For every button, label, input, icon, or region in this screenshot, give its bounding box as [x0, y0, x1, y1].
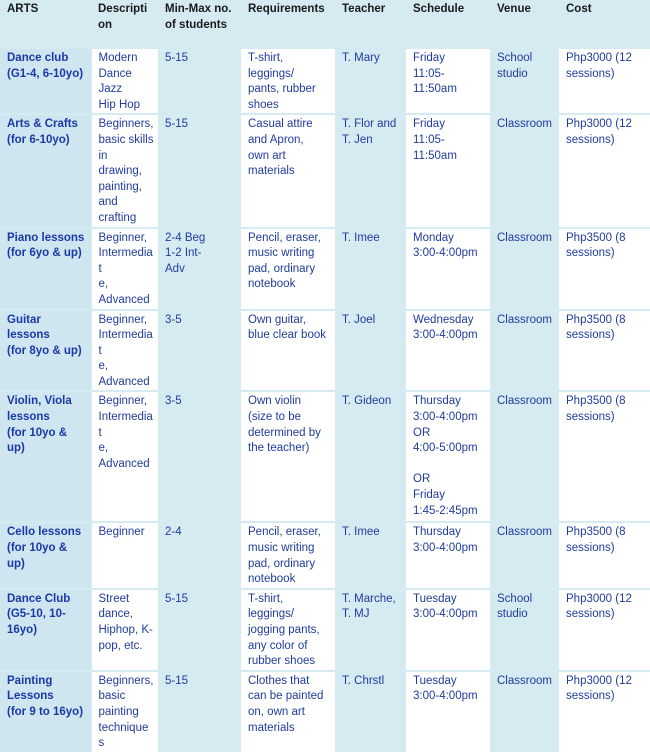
cell-arts: [0, 228, 91, 310]
cell-line: Php3000 (12: [566, 52, 632, 64]
cell-arts: [0, 671, 91, 752]
cell-line: studio: [497, 608, 528, 621]
cell-line: Thursday: [413, 395, 461, 408]
cell-line: 11:05-: [413, 133, 445, 146]
cell-arts: [0, 48, 91, 114]
cell-line: basic: [98, 690, 126, 703]
cell-line: (size to be: [248, 411, 302, 424]
cell-students: [158, 671, 241, 752]
cell-line: Jazz: [98, 83, 123, 96]
cell-students: [158, 228, 241, 310]
cell-requirements: [241, 671, 335, 752]
cell-line: (for 10yo &: [7, 542, 68, 555]
cell-line: sessions): [566, 67, 615, 80]
cell-line: Tuesday: [413, 674, 457, 687]
cell-line: Clothes that: [248, 674, 310, 687]
cell-venue: [490, 391, 559, 522]
cell-line: Beginner,: [98, 231, 148, 244]
cell-line: and crafting: [98, 196, 137, 224]
cell-line: OR: [413, 426, 431, 439]
cell-line: 5-15: [165, 118, 189, 131]
cell-line: Tuesday: [413, 592, 457, 605]
cell-teacher: [335, 228, 406, 310]
cell-line: 3:00-4:00pm: [413, 329, 478, 342]
cell-line: rubber shoes: [248, 655, 316, 668]
cell-line: Pencil, eraser,: [248, 526, 321, 539]
cell-line: 3:00-4:00pm: [413, 542, 478, 555]
cell-arts: [0, 522, 91, 588]
cell-venue: [490, 522, 559, 588]
table-row: [0, 310, 650, 392]
header-row: [0, 0, 650, 48]
cell-line: T. Jen: [342, 133, 373, 146]
cell-line: Pencil, eraser,: [248, 231, 321, 244]
cell-requirements: [241, 114, 335, 227]
cell-line: 3:00-4:00pm: [413, 411, 478, 424]
cell-line: pants, rubber: [248, 83, 316, 96]
cell-line: studio: [497, 67, 528, 80]
cell-line: Thursday: [413, 526, 461, 539]
cell-requirements: [241, 228, 335, 310]
cell-schedule: [406, 589, 490, 671]
cell-line: (for 10yo &: [7, 426, 68, 439]
cell-line: leggings/: [248, 608, 295, 621]
cell-line: painting: [98, 706, 139, 718]
cell-line: Friday: [413, 52, 445, 64]
cell-line: Street: [98, 592, 130, 605]
cell-teacher: [335, 589, 406, 671]
cell-line: (for 6-10yo): [7, 133, 70, 146]
cell-line: T. Mary: [342, 52, 380, 64]
cell-teacher: [335, 48, 406, 114]
cell-line: School: [497, 52, 533, 64]
cell-line: 3-5: [165, 313, 182, 326]
cell-line: 3:00-4:00pm: [413, 608, 478, 621]
cell-teacher: [335, 114, 406, 227]
cell-description: [91, 228, 158, 310]
cell-description: [91, 671, 158, 752]
cell-line: Php3500 (8: [566, 231, 626, 244]
cell-line: 3-5: [165, 395, 182, 408]
cell-line: T-shirt,: [248, 52, 284, 64]
cell-schedule: [406, 48, 490, 114]
table-row: [0, 228, 650, 310]
cell-line: Classroom: [497, 526, 552, 539]
table-row: [0, 114, 650, 227]
cell-description: [91, 391, 158, 522]
cell-line: Php3500 (8: [566, 313, 626, 326]
cell-line: (for 8yo & up): [7, 344, 82, 357]
cell-cost: [559, 589, 650, 671]
cell-line: music writing: [248, 247, 315, 260]
cell-line: 1:45-2:45pm: [413, 504, 478, 517]
cell-description: [91, 48, 158, 114]
cell-line: shoes: [248, 98, 279, 111]
cell-line: Monday: [413, 231, 454, 244]
cell-schedule: [406, 391, 490, 522]
header-description: Description: [91, 0, 158, 48]
cell-line: Classroom: [497, 231, 552, 244]
cell-arts: [0, 589, 91, 671]
cell-line: Cello lessons: [7, 526, 82, 539]
cell-line: Arts & Crafts: [7, 118, 78, 131]
cell-description: [91, 522, 158, 588]
cell-line: techniques: [98, 721, 149, 750]
cell-line: 3:00-4:00pm: [413, 690, 478, 703]
cell-cost: [559, 48, 650, 114]
cell-line: Php3000 (12: [566, 118, 632, 131]
cell-line: 16yo): [7, 624, 38, 637]
header-schedule: Schedule: [406, 0, 490, 48]
cell-line: Casual attire: [248, 118, 313, 131]
cell-line: notebook: [248, 573, 296, 586]
cell-line: Piano lessons: [7, 231, 85, 244]
cell-description: [91, 310, 158, 392]
cell-line: Adv: [165, 262, 185, 275]
cell-schedule: [406, 228, 490, 310]
cell-line: Classroom: [497, 118, 552, 131]
cell-line: Beginner,: [98, 395, 148, 408]
cell-line: Beginners,: [98, 674, 154, 687]
cell-line: 11:50am: [413, 83, 457, 96]
cell-description: [91, 114, 158, 227]
cell-line: 4:00-5:00pm: [413, 442, 478, 455]
cell-line: e, Advanced: [98, 360, 150, 388]
cell-description: [91, 589, 158, 671]
cell-requirements: [241, 310, 335, 392]
cell-line: Php3000 (12: [566, 674, 632, 687]
cell-cost: [559, 310, 650, 392]
cell-line: materials: [248, 721, 295, 734]
cell-line: Php3500 (8: [566, 526, 626, 539]
cell-line: Php3000 (12: [566, 592, 632, 605]
cell-line: and Apron,: [248, 133, 304, 146]
cell-line: Guitar lessons: [7, 313, 50, 342]
cell-line: T. Imee: [342, 526, 380, 539]
cell-line: blue clear book: [248, 329, 326, 342]
cell-students: [158, 48, 241, 114]
cell-students: [158, 391, 241, 522]
cell-line: [413, 457, 486, 473]
cell-line: materials: [248, 165, 295, 178]
cell-line: sessions): [566, 411, 615, 424]
table-row: [0, 522, 650, 588]
cell-line: 11:50am: [413, 149, 457, 162]
cell-line: Friday: [413, 118, 445, 131]
cell-venue: [490, 228, 559, 310]
cell-line: 5-15: [165, 674, 189, 687]
cell-line: Beginners,: [98, 118, 154, 131]
cell-line: Intermediat: [98, 329, 153, 357]
cell-requirements: [241, 391, 335, 522]
cell-line: Own guitar,: [248, 313, 307, 326]
header-requirements: Requirements: [241, 0, 335, 48]
cell-line: Classroom: [497, 313, 552, 326]
cell-line: pad, ordinary: [248, 262, 316, 275]
cell-schedule: [406, 310, 490, 392]
cell-venue: [490, 671, 559, 752]
header-cost: Cost: [559, 0, 650, 48]
cell-line: Beginner,: [98, 313, 148, 326]
table-row: [0, 671, 650, 752]
header-students: Min-Max no. of students: [158, 0, 241, 48]
cell-line: T. MJ: [342, 608, 370, 621]
cell-arts: [0, 391, 91, 522]
cell-line: in drawing,: [98, 149, 142, 178]
cell-line: sessions): [566, 133, 615, 146]
cell-line: pop, etc.: [98, 639, 143, 652]
cell-line: Beginner: [98, 526, 145, 539]
cell-line: painting,: [98, 180, 142, 193]
cell-line: Dance Club: [7, 592, 71, 605]
cell-line: Hiphop, K-: [98, 624, 153, 637]
cell-line: 11:05-: [413, 67, 445, 80]
cell-line: sessions): [566, 690, 615, 703]
cell-line: Classroom: [497, 674, 552, 687]
cell-schedule: [406, 671, 490, 752]
cell-line: sessions): [566, 542, 615, 555]
cell-line: own art: [248, 149, 286, 162]
cell-line: leggings/: [248, 67, 295, 80]
cell-line: Intermediat: [98, 411, 153, 439]
cell-line: dance,: [98, 608, 134, 621]
cell-teacher: [335, 522, 406, 588]
cell-teacher: [335, 310, 406, 392]
cell-students: [158, 114, 241, 227]
cell-line: (G1-4, 6-10yo): [7, 67, 84, 80]
cell-teacher: [335, 671, 406, 752]
cell-line: Own violin: [248, 395, 302, 408]
cell-line: sessions): [566, 608, 615, 621]
cell-venue: [490, 114, 559, 227]
cell-venue: [490, 310, 559, 392]
table-row: [0, 589, 650, 671]
cell-line: Php3500 (8: [566, 395, 626, 408]
cell-requirements: [241, 522, 335, 588]
cell-line: Friday: [413, 489, 445, 502]
table-row: [0, 48, 650, 114]
cell-line: Intermediat: [98, 247, 153, 275]
cell-cost: [559, 114, 650, 227]
cell-line: Classroom: [497, 395, 552, 408]
cell-line: any color of: [248, 639, 308, 652]
cell-line: Dance club: [7, 52, 69, 64]
cell-venue: [490, 589, 559, 671]
cell-line: sessions): [566, 329, 615, 342]
cell-line: (G5-10, 10-: [7, 608, 66, 621]
cell-line: Modern: [98, 52, 138, 64]
cell-line: School: [497, 592, 533, 605]
cell-students: [158, 522, 241, 588]
cell-line: Dance: [98, 67, 132, 80]
cell-line: Wednesday: [413, 313, 474, 326]
cell-line: 3:00-4:00pm: [413, 247, 478, 260]
table-body: [0, 48, 650, 752]
header-venue: Venue: [490, 0, 559, 48]
cell-line: e, Advanced: [98, 442, 150, 470]
cell-requirements: [241, 589, 335, 671]
cell-line: T. Marche,: [342, 592, 396, 605]
cell-line: pad, ordinary: [248, 557, 316, 570]
table-row: [0, 391, 650, 522]
header-teacher: Teacher: [335, 0, 406, 48]
cell-line: notebook: [248, 278, 296, 291]
cell-students: [158, 589, 241, 671]
cell-line: 2-4 Beg: [165, 231, 206, 244]
cell-schedule: [406, 522, 490, 588]
cell-arts: [0, 114, 91, 227]
cell-line: (for 6yo & up): [7, 247, 82, 260]
cell-cost: [559, 671, 650, 752]
cell-line: sessions): [566, 247, 615, 260]
cell-line: music writing: [248, 542, 315, 555]
cell-line: lessons: [7, 411, 50, 424]
cell-line: 5-15: [165, 592, 189, 605]
cell-schedule: [406, 114, 490, 227]
cell-cost: [559, 391, 650, 522]
cell-line: jogging pants,: [248, 624, 320, 637]
cell-line: 1-2 Int-: [165, 247, 202, 260]
cell-line: determined by: [248, 426, 321, 439]
cell-requirements: [241, 48, 335, 114]
cell-arts: [0, 310, 91, 392]
cell-line: Lessons: [7, 690, 54, 703]
cell-line: Painting: [7, 674, 53, 687]
cell-line: T. Flor and: [342, 118, 397, 131]
cell-line: up): [7, 557, 25, 570]
cell-line: T-shirt,: [248, 592, 284, 605]
cell-line: Hip Hop: [98, 98, 141, 111]
cell-line: on, own art: [248, 706, 305, 718]
cell-line: up): [7, 442, 25, 455]
cell-line: can be painted: [248, 690, 324, 703]
cell-line: basic skills: [98, 133, 154, 146]
cell-line: Violin, Viola: [7, 395, 72, 408]
cell-line: OR: [413, 473, 431, 486]
header-arts: ARTS: [0, 0, 91, 48]
cell-line: 5-15: [165, 52, 189, 64]
cell-line: T. Gideon: [342, 395, 392, 408]
cell-line: the teacher): [248, 442, 310, 455]
cell-line: (for 9 to 16yo): [7, 706, 84, 718]
cell-line: 2-4: [165, 526, 182, 539]
cell-venue: [490, 48, 559, 114]
cell-line: e, Advanced: [98, 278, 150, 306]
cell-students: [158, 310, 241, 392]
cell-teacher: [335, 391, 406, 522]
cell-line: T. Joel: [342, 313, 376, 326]
cell-line: T. Imee: [342, 231, 380, 244]
cell-line: T. Chrstl: [342, 674, 385, 687]
cell-cost: [559, 228, 650, 310]
cell-cost: [559, 522, 650, 588]
